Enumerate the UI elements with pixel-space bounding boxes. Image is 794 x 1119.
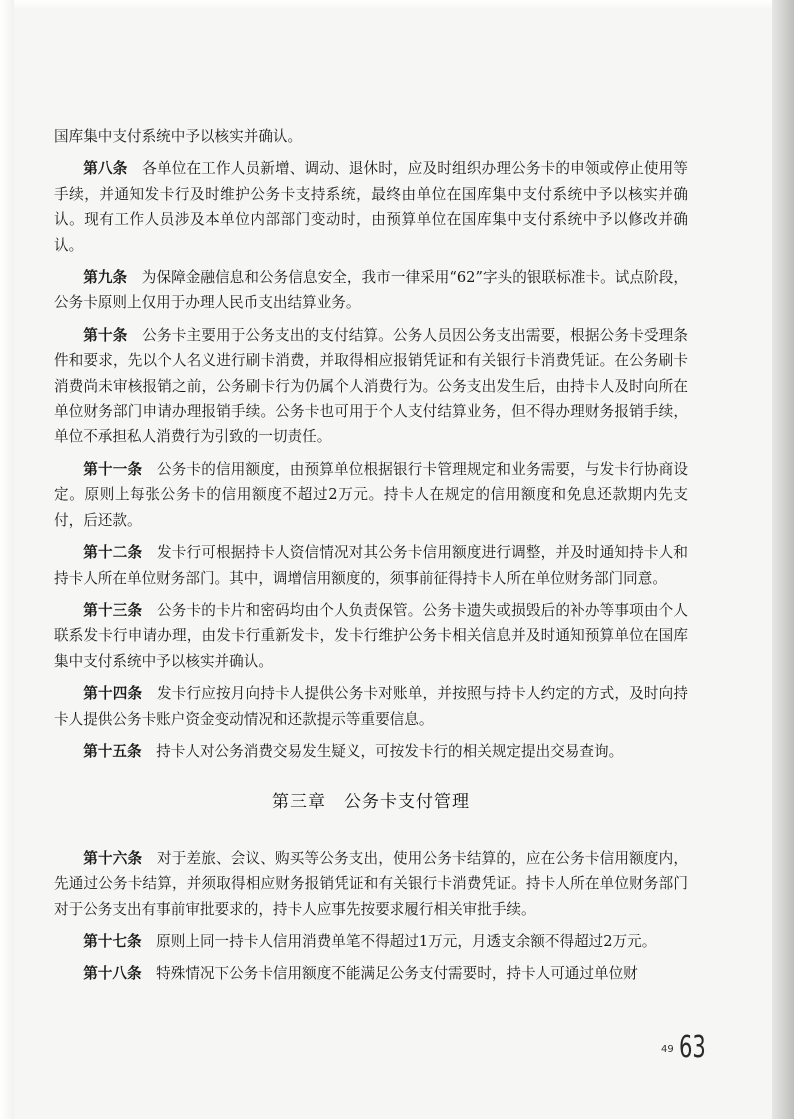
article-number: 第八条 xyxy=(83,160,128,178)
article-number: 第九条 xyxy=(83,269,128,287)
page-top-edge xyxy=(0,0,794,10)
articles-before-chapter xyxy=(54,156,688,764)
article-paragraph xyxy=(54,598,688,674)
article-text: 持卡人对公务消费交易发生疑义，可按发卡行的相关规定提出交易查询。 xyxy=(141,742,624,760)
article-text: 公务卡主要用于公务支出的支付结算。公务人员因公务支出需要，根据公务卡受理条件和要求，先以个人名义进行刷卡消费，并取得相应报销凭证和有关银行卡消费凭证。在公务刷卡消费尚未审核报销之前，公务刷卡行为仍属个人消费行为。公务支出发生后，由持卡人及时向所在单位财务部门申请办理报销手续。公务卡也可用于个人支付结算业务，但不得办理财务报销手续，单位不承担私人消费行为引致的一切责任。 xyxy=(54,326,688,446)
article-paragraph xyxy=(54,929,688,954)
article-paragraph xyxy=(54,961,688,986)
article-text: 各单位在工作人员新增、调动、退休时，应及时组织办理公务卡的申领或停止使用等手续，并通知发卡行及时维护公务卡支持系统，最终由单位在国库集中支付系统中予以核实并确认。现有工作人员涉及本单位内部部门变动时，由预算单位在国库集中支付系统中予以修改并确认。 xyxy=(54,160,688,254)
article-number: 第十二条 xyxy=(83,544,143,562)
article-text: 公务卡的卡片和密码均由个人负责保管。公务卡遗失或损毁后的补办等事项由个人联系发卡行申请办理，由发卡行重新发卡，发卡行维护公务卡相关信息并及时通知预算单位在国库集中支付系统中予以核实并确认。 xyxy=(54,601,688,670)
article-text: 公务卡的信用额度，由预算单位根据银行卡管理规定和业务需要，与发卡行协商设定。原则上每张公务卡的信用额度不超过2万元。持卡人在规定的信用额度和免息还款期内先支付，后还款。 xyxy=(54,460,688,529)
page-number-small: 49 xyxy=(661,1044,674,1055)
article-number: 第十六条 xyxy=(83,849,143,867)
article-text: 为保障金融信息和公务信息安全，我市一律采用“62”字头的银联标准卡。试点阶段，公务卡原则上仅用于办理人民币支出结算业务。 xyxy=(54,269,688,312)
article-number: 第十一条 xyxy=(83,460,143,478)
article-number: 第十三条 xyxy=(83,601,143,619)
article-text: 对于差旅、会议、购买等公务支出，使用公务卡结算的，应在公务卡信用额度内，先通过公务卡结算，并须取得相应财务报销凭证和有关银行卡消费凭证。持卡人所在单位财务部门对于公务支出有事前审批要求的，持卡人应事先按要求履行相关审批手续。 xyxy=(54,849,688,918)
article-paragraph xyxy=(54,265,688,316)
article-paragraph xyxy=(54,681,688,732)
article-number: 第十七条 xyxy=(83,932,142,950)
article-paragraph xyxy=(54,156,688,258)
opening-fragment: 国库集中支付系统中予以核实并确认。 xyxy=(54,128,303,145)
article-paragraph xyxy=(54,323,688,450)
article-number: 第十四条 xyxy=(83,685,143,703)
article-number: 第十条 xyxy=(83,326,128,344)
article-number: 第十八条 xyxy=(83,965,142,983)
document-body xyxy=(54,124,688,987)
article-paragraph xyxy=(54,846,688,922)
articles-after-chapter xyxy=(54,846,688,987)
article-number: 第十五条 xyxy=(83,742,142,760)
page-left-edge xyxy=(0,0,14,1119)
article-paragraph xyxy=(54,457,688,533)
article-text: 特殊情况下公务卡信用额度不能满足公务支付需要时，持卡人可通过单位财 xyxy=(141,965,638,983)
chapter-heading: 第三章 公务卡支付管理 xyxy=(272,792,470,813)
article-paragraph xyxy=(54,540,688,591)
article-text: 发卡行应按月向持卡人提供公务卡对账单，并按照与持卡人约定的方式，及时向持卡人提供公务卡账户资金变动情况和还款提示等重要信息。 xyxy=(54,685,688,728)
page-number-large: 63 xyxy=(679,1030,706,1065)
page-right-edge-shadow xyxy=(772,0,794,1119)
article-text: 原则上同一持卡人信用消费单笔不得超过1万元，月透支余额不得超过2万元。 xyxy=(141,932,657,950)
article-paragraph xyxy=(54,739,688,764)
article-text: 发卡行可根据持卡人资信情况对其公务卡信用额度进行调整，并及时通知持卡人和持卡人所在单位财务部门。其中，调增信用额度的，须事前征得持卡人所在单位财务部门同意。 xyxy=(54,544,688,587)
